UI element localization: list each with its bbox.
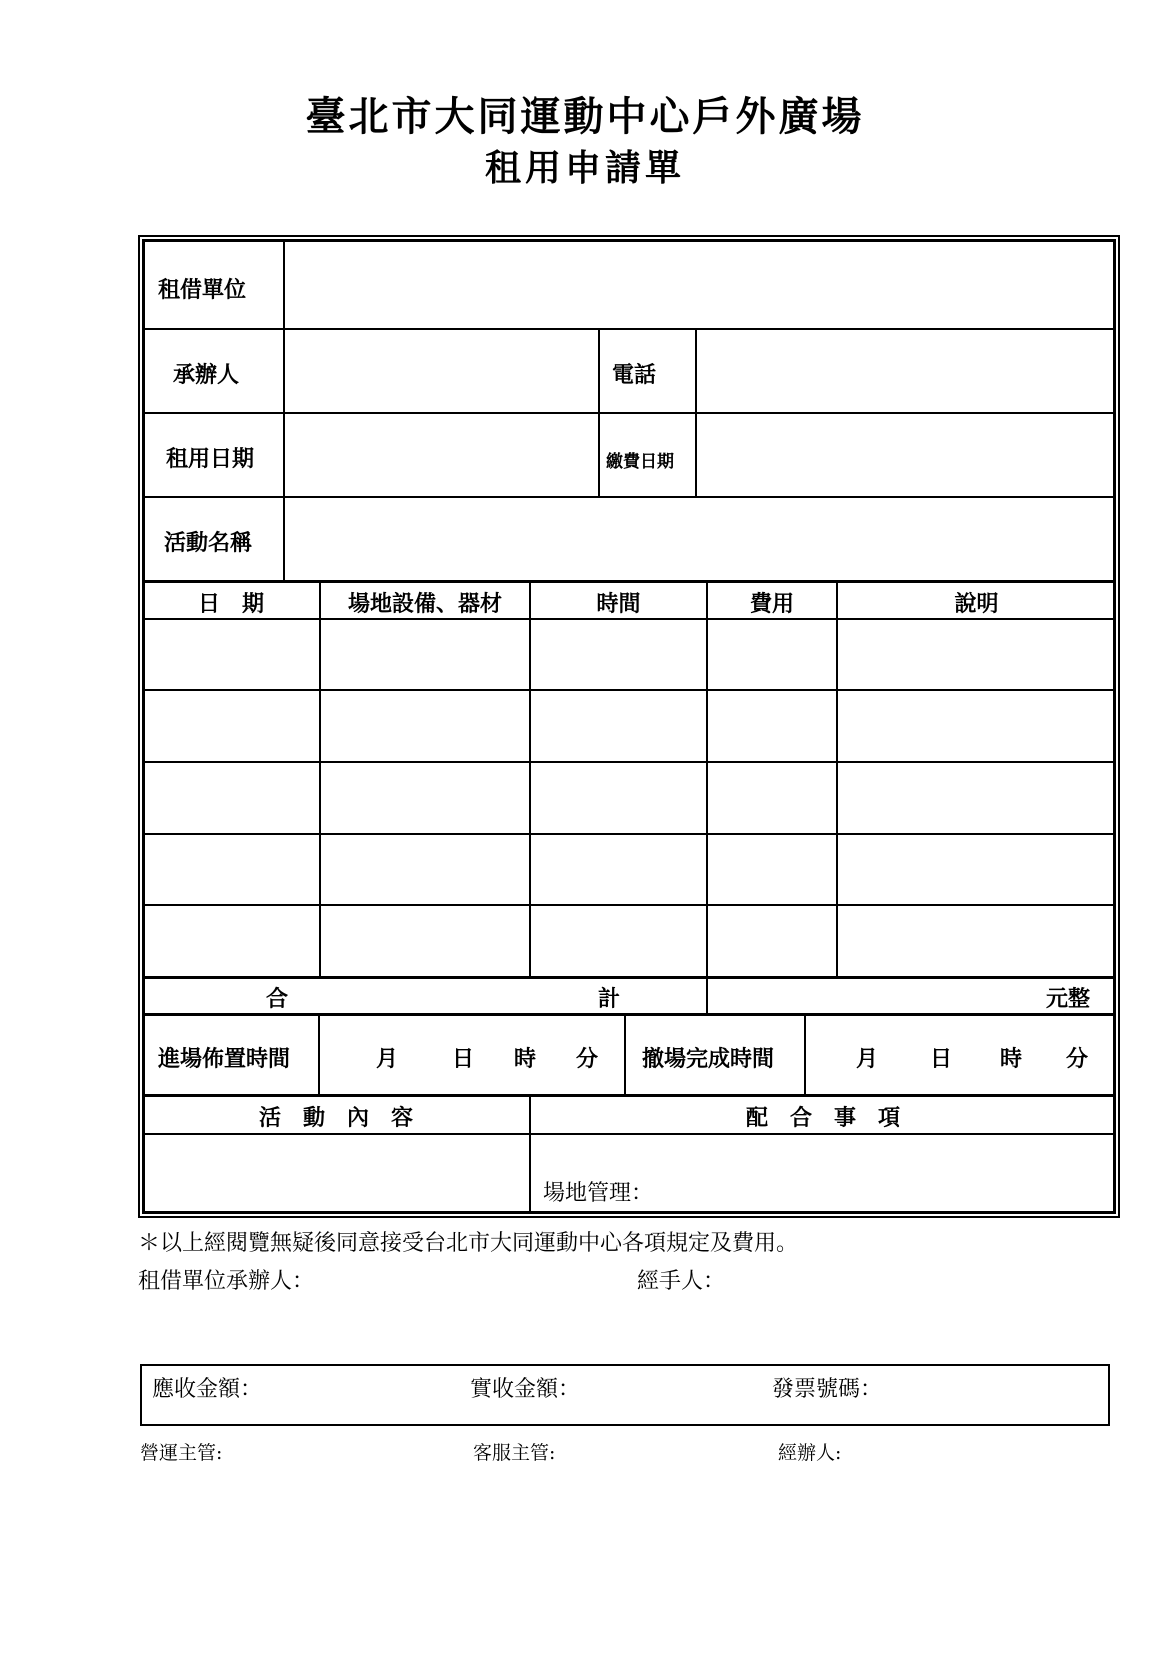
setup-day: 日 [452, 1047, 475, 1072]
divider [319, 580, 321, 977]
divider [143, 1133, 1115, 1135]
teardown-time-label: 撤場完成時間 [642, 1047, 775, 1072]
divider [624, 1013, 626, 1095]
phone-label: 電話 [612, 363, 657, 388]
total-label-he: 合 [266, 987, 289, 1012]
divider [804, 1013, 806, 1095]
header-date: 日 期 [197, 592, 264, 617]
divider [143, 833, 1115, 835]
total-label-ji: 計 [598, 987, 621, 1012]
renter-unit-label: 租借單位 [158, 278, 247, 303]
teardown-day: 日 [930, 1047, 953, 1072]
teardown-minute: 分 [1066, 1047, 1089, 1072]
agreement-note: ＊以上經閱覽無疑後同意接受台北市大同運動中心各項規定及費用。 [138, 1231, 799, 1256]
teardown-month: 月 [856, 1047, 879, 1072]
divider [143, 976, 1115, 979]
receivable-amount-label: 應收金額： [152, 1377, 263, 1402]
handler-signature: 經手人： [637, 1269, 726, 1294]
renter-contact-signature: 租借單位承辦人： [138, 1269, 315, 1294]
divider [529, 580, 531, 977]
form-title: 臺北市大同運動中心戶外廣場 [305, 93, 865, 140]
payment-box [140, 1364, 1110, 1426]
rental-date-label: 租用日期 [166, 447, 255, 472]
clerk-signature: 經辦人: [778, 1442, 842, 1464]
total-unit: 元整 [1046, 987, 1091, 1012]
divider [143, 1013, 1115, 1016]
divider [706, 580, 708, 1014]
received-amount-label: 實收金額： [470, 1377, 581, 1402]
operations-supervisor-signature: 營運主管: [140, 1442, 223, 1464]
divider [318, 1013, 320, 1095]
setup-time-label: 進場佈置時間 [158, 1047, 291, 1072]
divider [143, 496, 1115, 498]
contact-person-label: 承辦人 [173, 363, 240, 388]
divider [836, 580, 838, 977]
divider [143, 761, 1115, 763]
service-supervisor-signature: 客服主管: [473, 1442, 556, 1464]
divider [143, 328, 1115, 330]
setup-hour: 時 [514, 1047, 537, 1072]
teardown-hour: 時 [1000, 1047, 1023, 1072]
header-fee: 費用 [749, 592, 794, 617]
divider [143, 689, 1115, 691]
activity-content-header: 活 動 內 容 [258, 1106, 413, 1131]
coordination-header: 配 合 事 項 [745, 1106, 900, 1131]
setup-minute: 分 [576, 1047, 599, 1072]
header-equipment: 場地設備、器材 [347, 592, 502, 617]
payment-date-label: 繳費日期 [606, 452, 674, 472]
divider [143, 580, 1115, 583]
divider [143, 1094, 1115, 1097]
form-subtitle: 租用申請單 [484, 147, 685, 189]
invoice-number-label: 發票號碼： [772, 1377, 883, 1402]
divider [598, 328, 600, 498]
event-name-label: 活動名稱 [164, 531, 253, 556]
setup-month: 月 [376, 1047, 399, 1072]
divider [695, 328, 697, 498]
header-time: 時間 [596, 592, 641, 617]
venue-management-label: 場地管理： [543, 1181, 654, 1206]
divider [143, 412, 1115, 414]
divider [283, 240, 285, 581]
divider [143, 618, 1115, 620]
divider [143, 904, 1115, 906]
header-description: 說明 [954, 592, 999, 617]
